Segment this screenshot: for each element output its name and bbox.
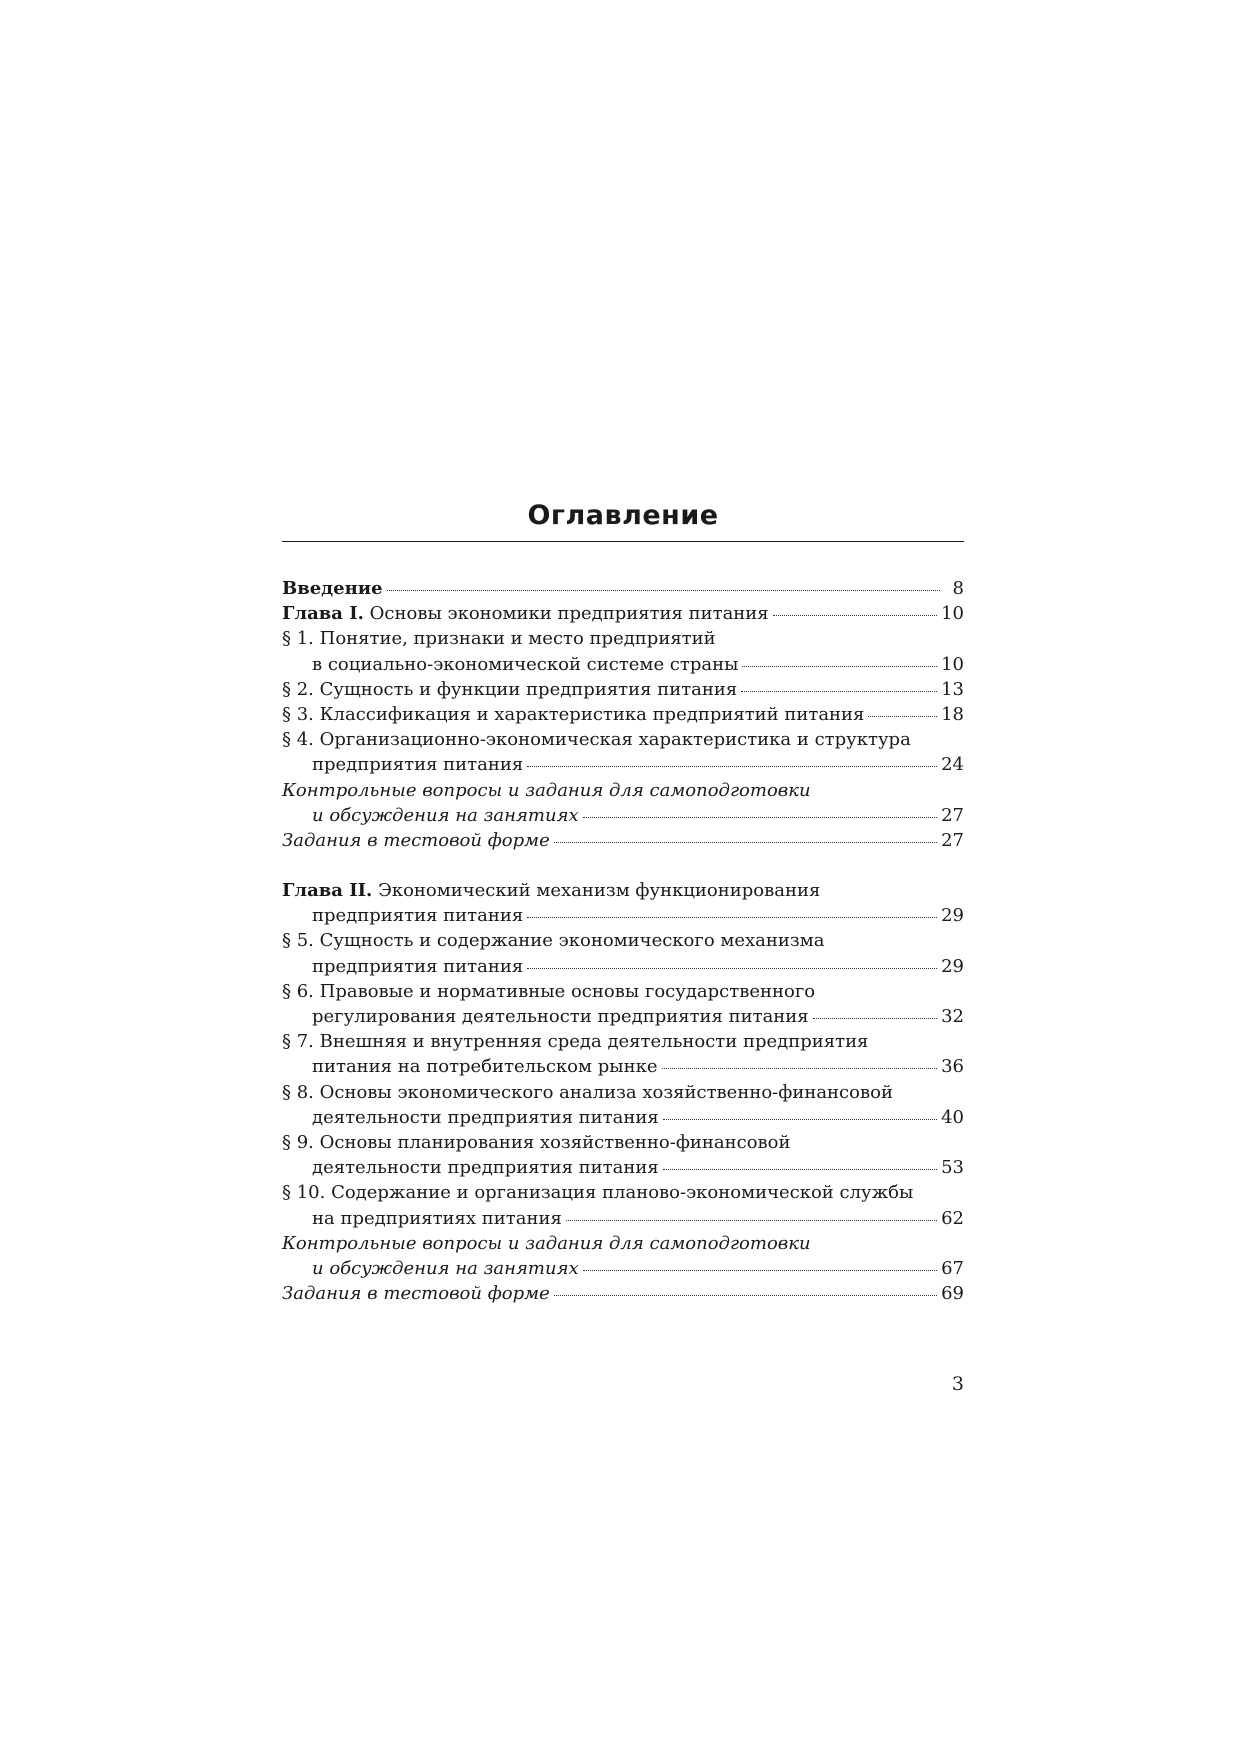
toc-entry xyxy=(282,702,964,727)
toc-entry-title: Задания в тестовой форме xyxy=(282,1283,550,1305)
dot-leader xyxy=(741,691,937,692)
dot-leader xyxy=(583,1270,937,1271)
toc-entry xyxy=(282,1231,964,1281)
toc-entry xyxy=(282,878,964,928)
toc-entry-text xyxy=(282,928,824,953)
toc-entry-line xyxy=(282,954,964,979)
toc-entry-title: § 4. Организационно-экономическая характеристика и структура xyxy=(282,729,911,751)
toc-page-number: 10 xyxy=(941,603,964,625)
toc-entry-line xyxy=(282,1206,964,1231)
toc-entry-title: § 3. Классификация и характеристика предприятий питания xyxy=(282,703,865,725)
toc-entry-line xyxy=(282,878,964,903)
toc-entry xyxy=(282,1080,964,1130)
toc-entry xyxy=(282,828,964,853)
toc-entry-text xyxy=(312,803,579,828)
toc-entry-text xyxy=(282,601,769,626)
toc-page-number: 40 xyxy=(941,1106,964,1128)
toc-entry-line xyxy=(282,576,964,601)
toc-entry-line xyxy=(282,979,964,1004)
toc-entry-line xyxy=(282,828,964,853)
toc-entry-title: § 8. Основы экономического анализа хозяйственно-финансовой xyxy=(282,1081,893,1103)
toc-entry xyxy=(282,1281,964,1306)
toc-entry xyxy=(282,576,964,601)
toc-entry-line xyxy=(282,778,964,803)
toc-entry-line xyxy=(282,1281,964,1306)
toc-entry-line xyxy=(282,652,964,677)
toc-entry-line xyxy=(282,1155,964,1180)
toc-entry-line xyxy=(282,677,964,702)
toc-entry-text xyxy=(312,1256,579,1281)
toc-entry xyxy=(282,778,964,828)
title-rule xyxy=(282,541,964,542)
toc-page-number: 32 xyxy=(941,1006,964,1027)
toc-entry-line xyxy=(282,727,964,752)
dot-leader xyxy=(813,1018,937,1019)
toc-entry-line xyxy=(282,1105,964,1130)
toc-entry-text xyxy=(282,878,820,903)
toc-entry-line xyxy=(282,1054,964,1079)
toc-entry-text xyxy=(282,626,716,651)
toc-entry-text xyxy=(312,752,523,777)
dot-leader xyxy=(566,1220,937,1221)
toc-entry-text xyxy=(282,727,911,752)
toc-entry xyxy=(282,1130,964,1180)
toc-entry-text xyxy=(282,1180,913,1205)
toc-entry-text xyxy=(312,652,738,677)
toc-entry-title: Контрольные вопросы и задания для самоподготовки xyxy=(282,1232,811,1254)
toc-page-number: 24 xyxy=(941,754,964,776)
toc-entry-title: § 5. Сущность и содержание экономического механизма xyxy=(282,930,825,952)
toc-entry-text xyxy=(312,1054,658,1079)
toc-entry-text xyxy=(312,1155,659,1180)
toc-entry-title: § 10. Содержание и организация планово-экономической службы xyxy=(282,1182,914,1204)
toc-entry-line xyxy=(282,1029,964,1054)
toc-page-number: 29 xyxy=(941,955,964,977)
table-of-contents xyxy=(282,576,964,1306)
toc-entry-title: предприятия питания xyxy=(312,955,524,977)
toc-entry-text xyxy=(282,1281,550,1306)
toc-entry xyxy=(282,601,964,626)
toc-entry xyxy=(282,727,964,777)
dot-leader xyxy=(583,817,937,818)
toc-entry-title: § 6. Правовые и нормативные основы государственного xyxy=(282,980,816,1002)
toc-entry xyxy=(282,677,964,702)
toc-entry-title: Основы экономики предприятия питания xyxy=(369,603,769,625)
toc-page-number: 62 xyxy=(941,1207,964,1229)
toc-entry-title: § 2. Сущность и функции предприятия питания xyxy=(282,678,738,700)
toc-entry-line xyxy=(282,1231,964,1256)
dot-leader xyxy=(868,716,937,717)
toc-entry-line xyxy=(282,1256,964,1281)
toc-entry-title: § 9. Основы планирования хозяйственно-финансовой xyxy=(282,1131,791,1153)
toc-entry-line xyxy=(282,1004,964,1029)
toc-entry-title: деятельности предприятия питания xyxy=(312,1157,659,1179)
toc-entry-title: предприятия питания xyxy=(312,754,524,776)
toc-entry-line xyxy=(282,752,964,777)
toc-entry-title: на предприятиях питания xyxy=(312,1207,562,1229)
toc-entry-text xyxy=(282,1080,893,1105)
toc-entry xyxy=(282,928,964,978)
toc-page-number: 10 xyxy=(941,653,964,675)
toc-entry-text xyxy=(282,677,737,702)
toc-entry-text xyxy=(282,828,550,853)
toc-page-number: 27 xyxy=(941,804,964,826)
toc-entry-line xyxy=(282,702,964,727)
dot-leader xyxy=(554,1295,937,1296)
toc-page-number: 29 xyxy=(941,905,964,927)
dot-leader xyxy=(387,590,940,591)
dot-leader xyxy=(527,917,937,918)
toc-page-number: 27 xyxy=(941,829,964,851)
toc-entry-text xyxy=(312,1105,659,1130)
dot-leader xyxy=(527,968,937,969)
toc-entry-title: в социально-экономической системе страны xyxy=(312,653,739,675)
toc-entry xyxy=(282,626,964,676)
toc-page-number: 8 xyxy=(952,578,964,599)
dot-leader xyxy=(554,842,937,843)
toc-entry-title: деятельности предприятия питания xyxy=(312,1106,659,1128)
toc-entry-title: питания на потребительском рынке xyxy=(312,1056,658,1078)
toc-entry-title: Задания в тестовой форме xyxy=(282,829,550,851)
toc-entry-label: Глава II. xyxy=(282,880,373,902)
toc-page-number: 53 xyxy=(941,1157,964,1179)
toc-entry-text xyxy=(282,576,383,601)
toc-entry-text xyxy=(312,1004,809,1029)
toc-entry-title: § 7. Внешняя и внутренняя среда деятельности предприятия xyxy=(282,1031,869,1053)
toc-entry-title: и обсуждения на занятиях xyxy=(312,804,579,826)
dot-leader xyxy=(663,1119,937,1120)
toc-entry xyxy=(282,1180,964,1230)
toc-entry xyxy=(282,1029,964,1079)
toc-entry-text xyxy=(282,1130,791,1155)
toc-entry-title: Экономический механизм функционирования xyxy=(378,880,821,902)
toc-entry-title: предприятия питания xyxy=(312,905,524,927)
toc-entry-label: Глава I. xyxy=(282,603,364,625)
toc-entry-line xyxy=(282,1080,964,1105)
dot-leader xyxy=(773,615,937,616)
toc-entry-line xyxy=(282,626,964,651)
toc-entry-text xyxy=(282,979,815,1004)
page-number: 3 xyxy=(951,1373,964,1395)
toc-page-number: 36 xyxy=(941,1056,964,1078)
dot-leader xyxy=(662,1068,938,1069)
toc-page-number: 13 xyxy=(941,678,964,700)
toc-entry-text xyxy=(282,702,864,727)
toc-entry-title: регулирования деятельности предприятия питания xyxy=(312,1006,809,1027)
toc-entry-text xyxy=(282,1029,868,1054)
toc-entry xyxy=(282,979,964,1029)
toc-entry-line xyxy=(282,803,964,828)
toc-entry-line xyxy=(282,1130,964,1155)
toc-page-number: 67 xyxy=(941,1257,964,1279)
toc-entry-line xyxy=(282,601,964,626)
toc-entry-title: и обсуждения на занятиях xyxy=(312,1257,579,1279)
toc-page-number: 69 xyxy=(941,1283,964,1305)
toc-entry-text xyxy=(312,954,523,979)
toc-entry-text xyxy=(282,778,811,803)
page-title: Оглавление xyxy=(527,500,719,531)
toc-entry-title: Контрольные вопросы и задания для самоподготовки xyxy=(282,779,811,801)
toc-entry-text xyxy=(312,1206,562,1231)
toc-entry-title: § 1. Понятие, признаки и место предприятий xyxy=(282,628,716,650)
toc-entry-line xyxy=(282,903,964,928)
toc-entry-label: Введение xyxy=(282,578,383,599)
dot-leader xyxy=(527,766,937,767)
toc-entry-text xyxy=(282,1231,811,1256)
dot-leader xyxy=(663,1169,937,1170)
toc-entry-text xyxy=(312,903,523,928)
toc-entry-line xyxy=(282,928,964,953)
toc-page-number: 18 xyxy=(941,703,964,725)
toc-entry-line xyxy=(282,1180,964,1205)
dot-leader xyxy=(742,666,937,667)
